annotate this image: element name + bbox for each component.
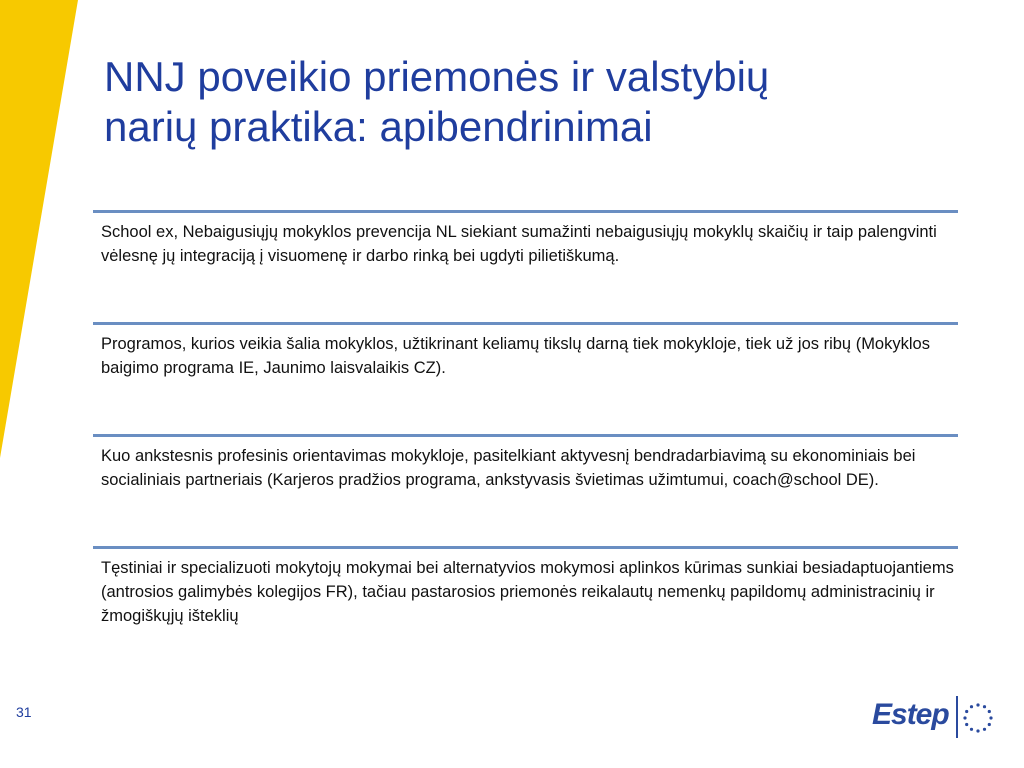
slide-title-line-1: NNJ poveikio priemonės ir valstybių	[104, 53, 770, 100]
summary-block-career-guidance	[93, 434, 958, 534]
slide-title-line-2: narių praktika: apibendrinimai	[104, 103, 653, 150]
slide-title	[104, 52, 984, 152]
summary-block-text: Tęstiniai ir specializuoti mokytojų mokymai bei alternatyvios mokymosi aplinkos kūrimas sunkiai besiadaptuojantiems (antrosios galimybės kolegijos FR), tačiau pastarosios priemonės reikalautų nemenkų papildomų administracinių ir žmogiškųjų išteklių	[101, 559, 954, 625]
summary-block-teacher-training	[93, 546, 958, 646]
logo-divider	[956, 696, 958, 738]
estep-logo-text: Estep	[872, 698, 949, 731]
summary-block-programs	[93, 322, 958, 422]
summary-block-text: School ex, Nebaigusiųjų mokyklos prevencija NL siekiant sumažinti nebaigusiųjų mokyklų skaičių ir taip palengvinti vėlesnę jų integraciją į visuomenę ir darbo rinką bei ugdyti pilietiškumą.	[101, 223, 937, 265]
estep-logo	[866, 694, 996, 742]
summary-block-text: Kuo ankstesnis profesinis orientavimas mokykloje, pasitelkiant aktyvesnį bendradarbiavimą su ekonominiais bei socialiniais partneriais (Karjeros pradžios programa, ankstyvasis švietimas užimtumui, coach@school DE).	[101, 447, 916, 489]
eu-stars-circle-icon	[962, 702, 994, 734]
yellow-side-stripe	[0, 0, 80, 460]
page-number: 31	[16, 704, 32, 720]
summary-block-text: Programos, kurios veikia šalia mokyklos, užtikrinant keliamų tikslų darną tiek mokykloje, tiek už jos ribų (Mokyklos baigimo programa IE, Jaunimo laisvalaikis CZ).	[101, 335, 930, 377]
summary-block-school-ex	[93, 210, 958, 310]
